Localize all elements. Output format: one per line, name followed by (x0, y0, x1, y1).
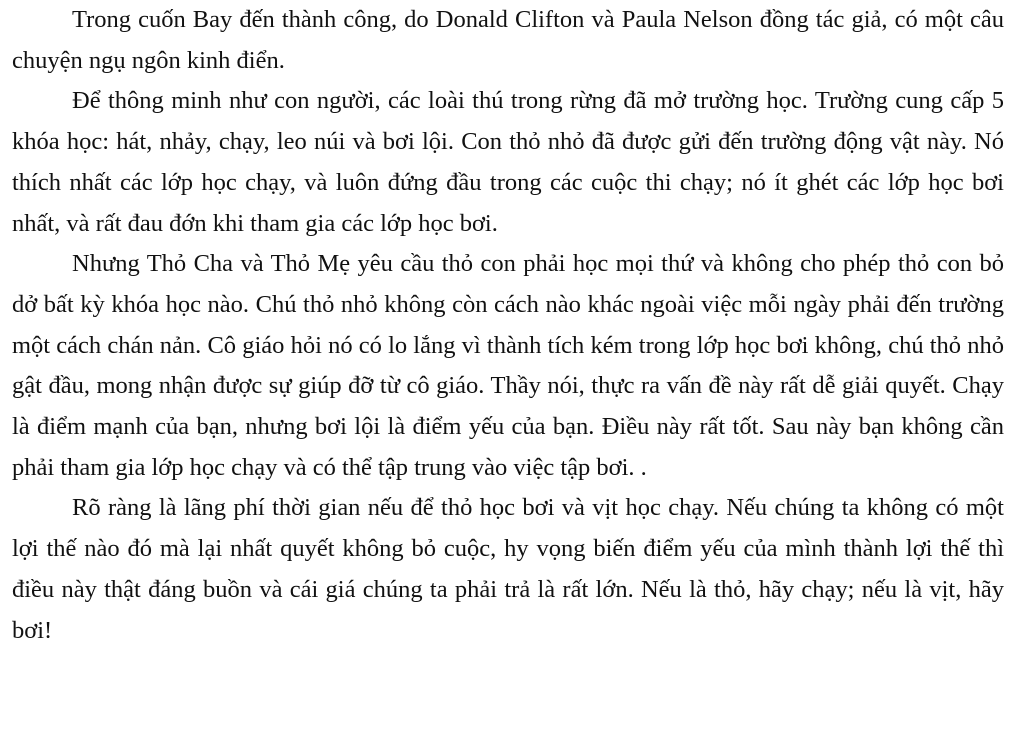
paragraph-rabbit-parents: Nhưng Thỏ Cha và Thỏ Mẹ yêu cầu thỏ con phải học mọi thứ và không cho phép thỏ con bỏ dở bất kỳ khóa học nào. Chú thỏ nhỏ không còn cách nào khác ngoài việc mỗi ngày phải đến trường một cách chán nản. Cô giáo hỏi nó có lo lắng vì thành tích kém trong lớp học bơi không, chú thỏ nhỏ gật đầu, mong nhận được sự giúp đỡ từ cô giáo. Thầy nói, thực ra vấn đề này rất dễ giải quyết. Chạy là điểm mạnh của bạn, nhưng bơi lội là điểm yếu của bạn. Điều này rất tốt. Sau này bạn không cần phải tham gia lớp học chạy và có thể tập trung vào việc tập bơi. . (12, 250, 1004, 481)
paragraph-conclusion: Rõ ràng là lãng phí thời gian nếu để thỏ học bơi và vịt học chạy. Nếu chúng ta không có một lợi thế nào đó mà lại nhất quyết không bỏ cuộc, hy vọng biến điểm yếu của mình thành lợi thế thì điều này thật đáng buồn và cái giá chúng ta phải trả là rất lớn. Nếu là thỏ, hãy chạy; nếu là vịt, hãy bơi! (12, 494, 1004, 644)
paragraph-intro: Trong cuốn Bay đến thành công, do Donald Clifton và Paula Nelson đồng tác giả, có một câu chuyện ngụ ngôn kinh điển. (12, 6, 1004, 74)
document-body (12, 0, 1004, 651)
paragraph-animal-school: Để thông minh như con người, các loài thú trong rừng đã mở trường học. Trường cung cấp 5 khóa học: hát, nhảy, chạy, leo núi và bơi lội. Con thỏ nhỏ đã được gửi đến trường động vật này. Nó thích nhất các lớp học chạy, và luôn đứng đầu trong các cuộc thi chạy; nó ít ghét các lớp học bơi nhất, và rất đau đớn khi tham gia các lớp học bơi. (12, 87, 1004, 237)
